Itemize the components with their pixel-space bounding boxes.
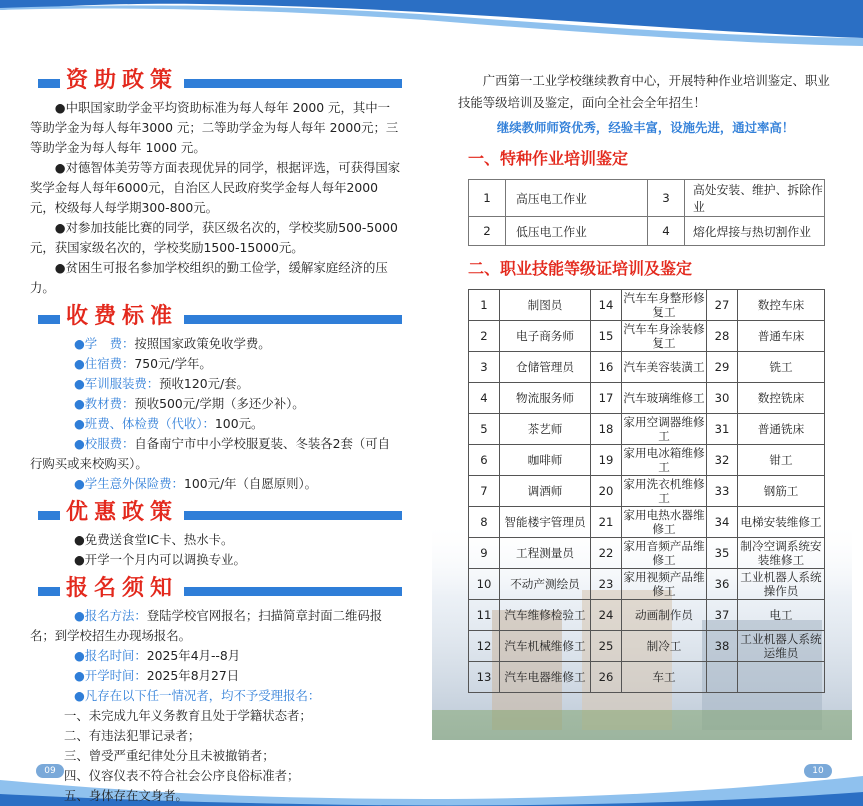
table-cell-occupation: 智能楼宇管理员 bbox=[500, 507, 591, 538]
special-training-table bbox=[468, 179, 825, 246]
table-cell-number: 23 bbox=[591, 569, 622, 600]
table-cell: 低压电工作业 bbox=[506, 217, 648, 246]
table-cell-occupation: 车工 bbox=[622, 662, 707, 693]
table-cell-occupation: 工业机器人系统运维员 bbox=[738, 631, 825, 662]
table-cell: 4 bbox=[648, 217, 685, 246]
table-cell-number: 38 bbox=[707, 631, 738, 662]
table-row bbox=[469, 445, 825, 476]
table-cell: 2 bbox=[469, 217, 506, 246]
table-cell-number: 34 bbox=[707, 507, 738, 538]
fee-item bbox=[30, 434, 402, 474]
table-cell-occupation: 汽车车身涂装修复工 bbox=[623, 322, 705, 350]
table-cell: 高处安装、维护、拆除作业 bbox=[685, 180, 825, 217]
section-header-enroll bbox=[30, 574, 402, 602]
table-cell-occupation: 汽车玻璃维修工 bbox=[622, 383, 707, 414]
fee-item bbox=[30, 374, 402, 394]
table-cell-number: 32 bbox=[707, 445, 738, 476]
table-row bbox=[469, 383, 825, 414]
table-cell-occupation: 数控铣床 bbox=[738, 383, 825, 414]
left-page bbox=[30, 62, 402, 806]
table-cell-occupation: 制冷空调系统安装维修工 bbox=[738, 538, 825, 569]
table-cell-number: 5 bbox=[469, 414, 500, 445]
subsidy-paragraph: ●对参加技能比赛的同学，获区级名次的，学校奖励500-5000元，获国家级名次的，学校奖励1500-15000元。 bbox=[30, 220, 398, 255]
section-header-fees bbox=[30, 302, 402, 330]
reject-item: 五、身体存在文身者。 bbox=[64, 788, 188, 803]
table-cell-number: 3 bbox=[469, 352, 500, 383]
table-cell-occupation: 家用电冰箱维修工 bbox=[623, 446, 705, 474]
section-header-subsidy bbox=[30, 66, 402, 94]
table-cell-occupation: 仓储管理员 bbox=[500, 352, 591, 383]
table-cell-number: 30 bbox=[707, 383, 738, 414]
enroll-time-text: 2025年4月--8月 bbox=[146, 648, 241, 663]
fee-text: 100元/年（自愿原则）。 bbox=[183, 476, 318, 491]
fee-label: ●学生意外保险费： bbox=[74, 476, 184, 491]
table-row bbox=[469, 217, 825, 246]
table-cell-occupation: 汽车维修检验工 bbox=[500, 600, 591, 631]
center-intro: 广西第一工业学校继续教育中心，开展特种作业培训鉴定、职业技能等级培训及鉴定，面向全社会全年招生！ bbox=[458, 73, 830, 110]
enroll-method-text: 登陆学校官网报名；扫描简章封面二维码报名；到学校招生办现场报名。 bbox=[30, 608, 383, 643]
table-cell-occupation: 家用音频产品维修工 bbox=[623, 539, 705, 567]
start-time-text: 2025年8月27日 bbox=[146, 668, 240, 683]
fee-label: ●军训服装费： bbox=[74, 376, 160, 391]
table-cell-occupation: 电子商务师 bbox=[500, 321, 591, 352]
top-wave-decoration bbox=[0, 0, 863, 70]
skills-cert-title: 二、职业技能等级证培训及鉴定 bbox=[468, 259, 693, 278]
table-cell-number bbox=[707, 662, 738, 693]
table-cell-occupation: 物流服务师 bbox=[500, 383, 591, 414]
fee-item bbox=[30, 354, 402, 374]
subsidy-paragraph: ●中职国家助学金平均资助标准为每人每年 2000 元，其中一等助学金为每人每年3000 元；二等助学金为每人每年 2000元；三等助学金为每人每年 1000 元。 bbox=[30, 100, 399, 155]
table-cell-number: 13 bbox=[469, 662, 500, 693]
fee-text: 100元。 bbox=[214, 416, 264, 431]
table-cell-number: 35 bbox=[707, 538, 738, 569]
table-row bbox=[469, 414, 825, 445]
table-row bbox=[469, 631, 825, 662]
reject-item: 二、有违法犯罪记录者； bbox=[64, 728, 201, 743]
start-time-label: ●开学时间： bbox=[74, 668, 147, 683]
table-cell-number: 25 bbox=[591, 631, 622, 662]
skills-cert-table bbox=[468, 289, 825, 693]
enroll-method bbox=[30, 606, 402, 646]
table-row bbox=[469, 352, 825, 383]
table-cell-number: 12 bbox=[469, 631, 500, 662]
table-cell-occupation: 铣工 bbox=[738, 352, 825, 383]
reject-item: 四、仪容仪表不符合社会公序良俗标准者； bbox=[64, 768, 300, 783]
table-cell-occupation: 电工 bbox=[738, 600, 825, 631]
section-title: 收费标准 bbox=[60, 302, 184, 330]
table-cell-occupation: 茶艺师 bbox=[500, 414, 591, 445]
table-cell-number: 22 bbox=[591, 538, 622, 569]
table-cell-occupation: 汽车电器维修工 bbox=[500, 662, 591, 693]
fee-label: ●学 费： bbox=[74, 336, 135, 351]
table-cell-number: 33 bbox=[707, 476, 738, 507]
table-cell-occupation: 家用洗衣机维修工 bbox=[623, 477, 705, 505]
fee-text: 预收120元/套。 bbox=[159, 376, 249, 391]
reject-item: 一、未完成九年义务教育且处于学籍状态者； bbox=[64, 708, 312, 723]
table-cell-occupation: 钳工 bbox=[738, 445, 825, 476]
table-cell-occupation: 普通铣床 bbox=[738, 414, 825, 445]
table-cell-occupation: 数控车床 bbox=[738, 290, 825, 321]
page-number-left: 09 bbox=[36, 764, 64, 778]
fee-item bbox=[30, 394, 402, 414]
enroll-time-label: ●报名时间： bbox=[74, 648, 147, 663]
table-cell-number: 31 bbox=[707, 414, 738, 445]
table-cell-number: 9 bbox=[469, 538, 500, 569]
table-cell-number: 10 bbox=[469, 569, 500, 600]
table-cell-number: 24 bbox=[591, 600, 622, 631]
fee-item bbox=[30, 414, 402, 434]
table-row bbox=[469, 507, 825, 538]
table-cell-number: 16 bbox=[591, 352, 622, 383]
table-row bbox=[469, 569, 825, 600]
table-cell-occupation: 工业机器人系统操作员 bbox=[738, 569, 825, 600]
page-number-right: 10 bbox=[804, 764, 832, 778]
table-cell-number: 29 bbox=[707, 352, 738, 383]
table-cell-number: 2 bbox=[469, 321, 500, 352]
table-cell-number: 7 bbox=[469, 476, 500, 507]
table-cell-occupation: 钢筋工 bbox=[738, 476, 825, 507]
table-cell-occupation: 电梯安装维修工 bbox=[738, 507, 825, 538]
start-time bbox=[30, 666, 402, 686]
table-cell-number: 19 bbox=[591, 445, 622, 476]
table-cell-occupation: 制冷工 bbox=[622, 631, 707, 662]
table-cell-occupation: 动画制作员 bbox=[622, 600, 707, 631]
table-cell-number: 26 bbox=[591, 662, 622, 693]
table-cell-number: 8 bbox=[469, 507, 500, 538]
benefit-item: ●开学一个月内可以调换专业。 bbox=[74, 552, 246, 567]
table-cell-occupation: 汽车美容装潢工 bbox=[622, 352, 707, 383]
table-cell-occupation: 家用空调器维修工 bbox=[623, 415, 705, 443]
table-cell: 高压电工作业 bbox=[506, 180, 648, 217]
table-cell-occupation: 家用电热水器维修工 bbox=[623, 508, 705, 536]
table-cell-number: 1 bbox=[469, 290, 500, 321]
table-cell-occupation: 家用视频产品维修工 bbox=[623, 570, 705, 598]
section-title: 优惠政策 bbox=[60, 498, 184, 526]
table-cell: 熔化焊接与热切割作业 bbox=[685, 217, 825, 246]
table-cell-number: 17 bbox=[591, 383, 622, 414]
fee-text: 按照国家政策免收学费。 bbox=[134, 336, 271, 351]
table-cell-occupation bbox=[738, 662, 825, 693]
special-training-title: 一、特种作业培训鉴定 bbox=[468, 149, 629, 168]
table-row bbox=[469, 476, 825, 507]
table-cell-occupation: 咖啡师 bbox=[500, 445, 591, 476]
table-row bbox=[469, 180, 825, 217]
enroll-time bbox=[30, 646, 402, 666]
table-cell-occupation: 普通车床 bbox=[738, 321, 825, 352]
table-cell-number: 15 bbox=[591, 321, 622, 352]
fee-text: 750元/学年。 bbox=[134, 356, 212, 371]
table-cell-number: 27 bbox=[707, 290, 738, 321]
table-cell: 1 bbox=[469, 180, 506, 217]
table-cell-number: 4 bbox=[469, 383, 500, 414]
fee-item bbox=[30, 474, 402, 494]
table-row bbox=[469, 321, 825, 352]
reject-heading: ●凡存在以下任一情况者，均不予受理报名： bbox=[74, 688, 321, 703]
table-cell-occupation: 工程测量员 bbox=[500, 538, 591, 569]
enroll-method-label: ●报名方法： bbox=[74, 608, 147, 623]
table-cell-occupation: 汽车车身整形修复工 bbox=[623, 291, 705, 319]
table-cell-number: 21 bbox=[591, 507, 622, 538]
table-cell-number: 18 bbox=[591, 414, 622, 445]
fee-text: 自备南宁市中小学校服夏装、冬装各2套（可自行购买或来校购买）。 bbox=[30, 436, 391, 471]
table-cell-occupation: 汽车机械维修工 bbox=[500, 631, 591, 662]
slogan: 继续教师师资优秀，经验丰富，设施先进，通过率高！ bbox=[496, 120, 795, 135]
subsidy-paragraph: ●对德智体美劳等方面表现优异的同学，根据评选，可获得国家奖学金每人每年6000元，自治区人民政府奖学金每人每年2000元，校级每人每学期300-800元。 bbox=[30, 160, 401, 215]
fee-label: ●班费、体检费（代收）： bbox=[74, 416, 215, 431]
table-cell-number: 20 bbox=[591, 476, 622, 507]
table-row bbox=[469, 538, 825, 569]
reject-item: 三、曾受严重纪律处分且未被撤销者； bbox=[64, 748, 275, 763]
right-page bbox=[458, 70, 833, 693]
table-cell-occupation: 制图员 bbox=[500, 290, 591, 321]
table-row bbox=[469, 662, 825, 693]
fee-label: ●校服费： bbox=[74, 436, 135, 451]
subsidy-paragraph: ●贫困生可报名参加学校组织的勤工俭学，缓解家庭经济的压力。 bbox=[30, 260, 388, 295]
table-cell: 3 bbox=[648, 180, 685, 217]
fee-label: ●教材费： bbox=[74, 396, 135, 411]
table-cell-occupation: 不动产测绘员 bbox=[500, 569, 591, 600]
table-cell-occupation: 调酒师 bbox=[500, 476, 591, 507]
table-row bbox=[469, 290, 825, 321]
table-cell-number: 14 bbox=[591, 290, 622, 321]
table-cell-number: 11 bbox=[469, 600, 500, 631]
fee-text: 预收500元/学期（多还少补）。 bbox=[134, 396, 305, 411]
table-cell-number: 28 bbox=[707, 321, 738, 352]
table-cell-number: 36 bbox=[707, 569, 738, 600]
section-title: 资助政策 bbox=[60, 66, 184, 94]
table-cell-number: 6 bbox=[469, 445, 500, 476]
table-cell-number: 37 bbox=[707, 600, 738, 631]
benefit-item: ●免费送食堂IC卡、热水卡。 bbox=[74, 532, 234, 547]
table-row bbox=[469, 600, 825, 631]
section-title: 报名须知 bbox=[60, 574, 184, 602]
fee-label: ●住宿费： bbox=[74, 356, 135, 371]
section-header-benefits bbox=[30, 498, 402, 526]
fee-item bbox=[30, 334, 402, 354]
